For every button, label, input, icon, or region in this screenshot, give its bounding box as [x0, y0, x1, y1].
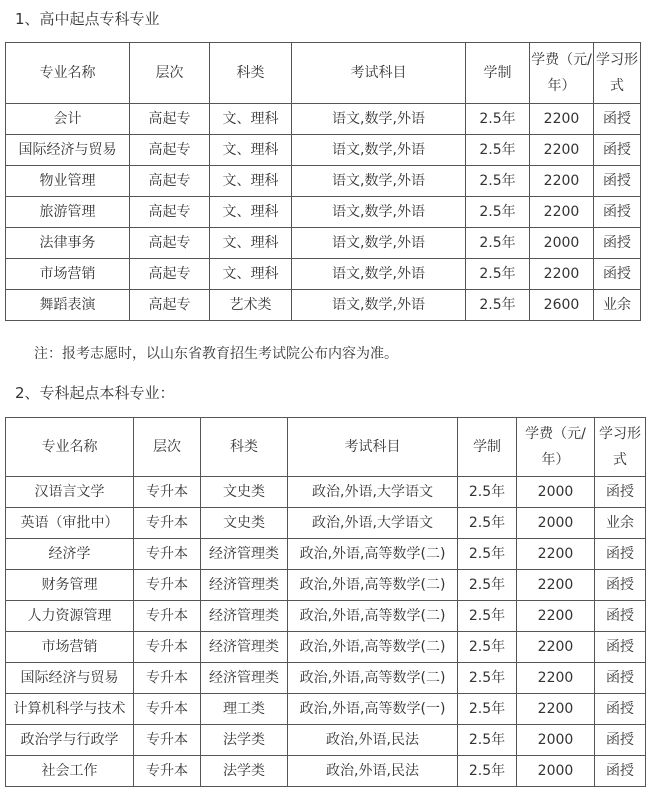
- cell-tuition: 2200: [517, 570, 595, 601]
- header-exam-subjects: 考试科目: [292, 43, 466, 104]
- cell-tuition: 2200: [530, 197, 594, 228]
- table-row: [6, 725, 646, 756]
- cell-duration: 2.5年: [466, 197, 530, 228]
- header-major: 专业名称: [6, 418, 134, 477]
- cell-level: 高起专: [130, 290, 210, 321]
- table-row: [6, 539, 646, 570]
- cell-level: 专升本: [134, 663, 201, 694]
- cell-major: 会计: [6, 104, 130, 135]
- cell-duration: 2.5年: [458, 508, 517, 539]
- cell-category: 文史类: [201, 477, 288, 508]
- table-row: [6, 477, 646, 508]
- header-duration: 学制: [466, 43, 530, 104]
- table-row: [6, 663, 646, 694]
- cell-level: 专升本: [134, 632, 201, 663]
- cell-study-form: 函授: [595, 477, 646, 508]
- section1-title: 1、高中起点专科专业: [15, 10, 160, 28]
- cell-duration: 2.5年: [458, 570, 517, 601]
- header-level: 层次: [134, 418, 201, 477]
- cell-exam-subjects: 政治,外语,高等数学(二): [288, 570, 458, 601]
- cell-duration: 2.5年: [458, 756, 517, 787]
- cell-level: 专升本: [134, 725, 201, 756]
- cell-major: 物业管理: [6, 166, 130, 197]
- cell-major: 国际经济与贸易: [6, 663, 134, 694]
- cell-duration: 2.5年: [458, 477, 517, 508]
- cell-exam-subjects: 政治,外语,大学语文: [288, 477, 458, 508]
- table-row: [6, 166, 641, 197]
- cell-category: 法学类: [201, 756, 288, 787]
- cell-tuition: 2000: [517, 477, 595, 508]
- cell-tuition: 2600: [530, 290, 594, 321]
- cell-tuition: 2000: [517, 756, 595, 787]
- cell-level: 专升本: [134, 508, 201, 539]
- cell-level: 专升本: [134, 694, 201, 725]
- cell-duration: 2.5年: [458, 694, 517, 725]
- cell-duration: 2.5年: [458, 663, 517, 694]
- cell-level: 专升本: [134, 570, 201, 601]
- cell-major: 社会工作: [6, 756, 134, 787]
- cell-study-form: 函授: [595, 601, 646, 632]
- cell-duration: 2.5年: [458, 632, 517, 663]
- table-row: [6, 290, 641, 321]
- cell-study-form: 函授: [595, 694, 646, 725]
- cell-tuition: 2200: [530, 166, 594, 197]
- cell-exam-subjects: 政治,外语,高等数学(二): [288, 632, 458, 663]
- cell-study-form: 函授: [594, 104, 641, 135]
- cell-duration: 2.5年: [458, 725, 517, 756]
- cell-category: 法学类: [201, 725, 288, 756]
- cell-tuition: 2000: [517, 725, 595, 756]
- table-row: [6, 694, 646, 725]
- cell-duration: 2.5年: [466, 290, 530, 321]
- cell-duration: 2.5年: [458, 601, 517, 632]
- cell-study-form: 函授: [595, 632, 646, 663]
- table-row: [6, 228, 641, 259]
- cell-category: 文、理科: [210, 104, 292, 135]
- cell-tuition: 2200: [530, 259, 594, 290]
- cell-exam-subjects: 政治,外语,高等数学(一): [288, 694, 458, 725]
- cell-duration: 2.5年: [458, 539, 517, 570]
- cell-major: 政治学与行政学: [6, 725, 134, 756]
- header-duration: 学制: [458, 418, 517, 477]
- cell-exam-subjects: 语文,数学,外语: [292, 197, 466, 228]
- cell-level: 高起专: [130, 104, 210, 135]
- cell-tuition: 2200: [517, 539, 595, 570]
- cell-level: 专升本: [134, 477, 201, 508]
- cell-study-form: 函授: [595, 663, 646, 694]
- cell-category: 经济管理类: [201, 570, 288, 601]
- cell-major: 汉语言文学: [6, 477, 134, 508]
- table-row: [6, 259, 641, 290]
- header-study-form: 学习形式: [594, 43, 641, 104]
- cell-tuition: 2000: [517, 508, 595, 539]
- table-row: [6, 601, 646, 632]
- cell-major: 旅游管理: [6, 197, 130, 228]
- cell-study-form: 函授: [594, 197, 641, 228]
- cell-category: 文史类: [201, 508, 288, 539]
- cell-major: 市场营销: [6, 632, 134, 663]
- header-level: 层次: [130, 43, 210, 104]
- cell-major: 人力资源管理: [6, 601, 134, 632]
- cell-study-form: 业余: [595, 508, 646, 539]
- table-row: [6, 135, 641, 166]
- cell-major: 国际经济与贸易: [6, 135, 130, 166]
- cell-tuition: 2200: [517, 663, 595, 694]
- header-exam-subjects: 考试科目: [288, 418, 458, 477]
- header-study-form: 学习形式: [595, 418, 646, 477]
- table-header-row: [6, 418, 646, 477]
- header-category: 科类: [201, 418, 288, 477]
- header-tuition: 学费（元/年）: [517, 418, 595, 477]
- cell-level: 高起专: [130, 228, 210, 259]
- cell-major: 财务管理: [6, 570, 134, 601]
- cell-category: 理工类: [201, 694, 288, 725]
- cell-category: 文、理科: [210, 197, 292, 228]
- section2-title: 2、专科起点本科专业：: [15, 384, 175, 402]
- cell-exam-subjects: 政治,外语,民法: [288, 725, 458, 756]
- cell-category: 文、理科: [210, 259, 292, 290]
- cell-category: 文、理科: [210, 135, 292, 166]
- cell-level: 高起专: [130, 197, 210, 228]
- header-tuition: 学费（元/年）: [530, 43, 594, 104]
- cell-exam-subjects: 政治,外语,高等数学(二): [288, 601, 458, 632]
- cell-major: 法律事务: [6, 228, 130, 259]
- cell-exam-subjects: 语文,数学,外语: [292, 228, 466, 259]
- header-major: 专业名称: [6, 43, 130, 104]
- table-high-school-to-junior-college: [5, 42, 641, 321]
- cell-level: 专升本: [134, 601, 201, 632]
- cell-study-form: 函授: [594, 228, 641, 259]
- cell-study-form: 函授: [595, 756, 646, 787]
- table-row: [6, 570, 646, 601]
- cell-exam-subjects: 语文,数学,外语: [292, 135, 466, 166]
- admission-note: 注：报考志愿时，以山东省教育招生考试院公布内容为准。: [34, 346, 398, 362]
- cell-tuition: 2200: [517, 694, 595, 725]
- cell-major: 英语（审批中）: [6, 508, 134, 539]
- cell-tuition: 2200: [530, 104, 594, 135]
- cell-exam-subjects: 政治,外语,高等数学(二): [288, 539, 458, 570]
- cell-major: 舞蹈表演: [6, 290, 130, 321]
- table-row: [6, 632, 646, 663]
- cell-study-form: 函授: [594, 259, 641, 290]
- cell-exam-subjects: 语文,数学,外语: [292, 166, 466, 197]
- cell-duration: 2.5年: [466, 228, 530, 259]
- cell-level: 高起专: [130, 166, 210, 197]
- cell-exam-subjects: 语文,数学,外语: [292, 259, 466, 290]
- cell-study-form: 函授: [595, 539, 646, 570]
- cell-category: 经济管理类: [201, 601, 288, 632]
- cell-duration: 2.5年: [466, 166, 530, 197]
- table-row: [6, 756, 646, 787]
- cell-duration: 2.5年: [466, 135, 530, 166]
- cell-level: 高起专: [130, 259, 210, 290]
- cell-tuition: 2000: [530, 228, 594, 259]
- cell-duration: 2.5年: [466, 259, 530, 290]
- table-header-row: [6, 43, 641, 104]
- cell-major: 计算机科学与技术: [6, 694, 134, 725]
- cell-duration: 2.5年: [466, 104, 530, 135]
- cell-tuition: 2200: [517, 601, 595, 632]
- cell-category: 艺术类: [210, 290, 292, 321]
- header-category: 科类: [210, 43, 292, 104]
- cell-level: 专升本: [134, 756, 201, 787]
- cell-study-form: 业余: [594, 290, 641, 321]
- cell-level: 专升本: [134, 539, 201, 570]
- cell-study-form: 函授: [595, 570, 646, 601]
- table-row: [6, 104, 641, 135]
- cell-exam-subjects: 政治,外语,民法: [288, 756, 458, 787]
- cell-exam-subjects: 语文,数学,外语: [292, 290, 466, 321]
- cell-exam-subjects: 语文,数学,外语: [292, 104, 466, 135]
- cell-category: 文、理科: [210, 166, 292, 197]
- cell-category: 经济管理类: [201, 539, 288, 570]
- table-row: [6, 508, 646, 539]
- cell-study-form: 函授: [595, 725, 646, 756]
- cell-major: 市场营销: [6, 259, 130, 290]
- cell-tuition: 2200: [517, 632, 595, 663]
- cell-study-form: 函授: [594, 166, 641, 197]
- cell-major: 经济学: [6, 539, 134, 570]
- cell-exam-subjects: 政治,外语,大学语文: [288, 508, 458, 539]
- cell-exam-subjects: 政治,外语,高等数学(二): [288, 663, 458, 694]
- table-row: [6, 197, 641, 228]
- cell-study-form: 函授: [594, 135, 641, 166]
- cell-tuition: 2200: [530, 135, 594, 166]
- cell-category: 经济管理类: [201, 663, 288, 694]
- cell-level: 高起专: [130, 135, 210, 166]
- cell-category: 文、理科: [210, 228, 292, 259]
- cell-category: 经济管理类: [201, 632, 288, 663]
- table-junior-college-to-bachelor: [5, 417, 646, 787]
